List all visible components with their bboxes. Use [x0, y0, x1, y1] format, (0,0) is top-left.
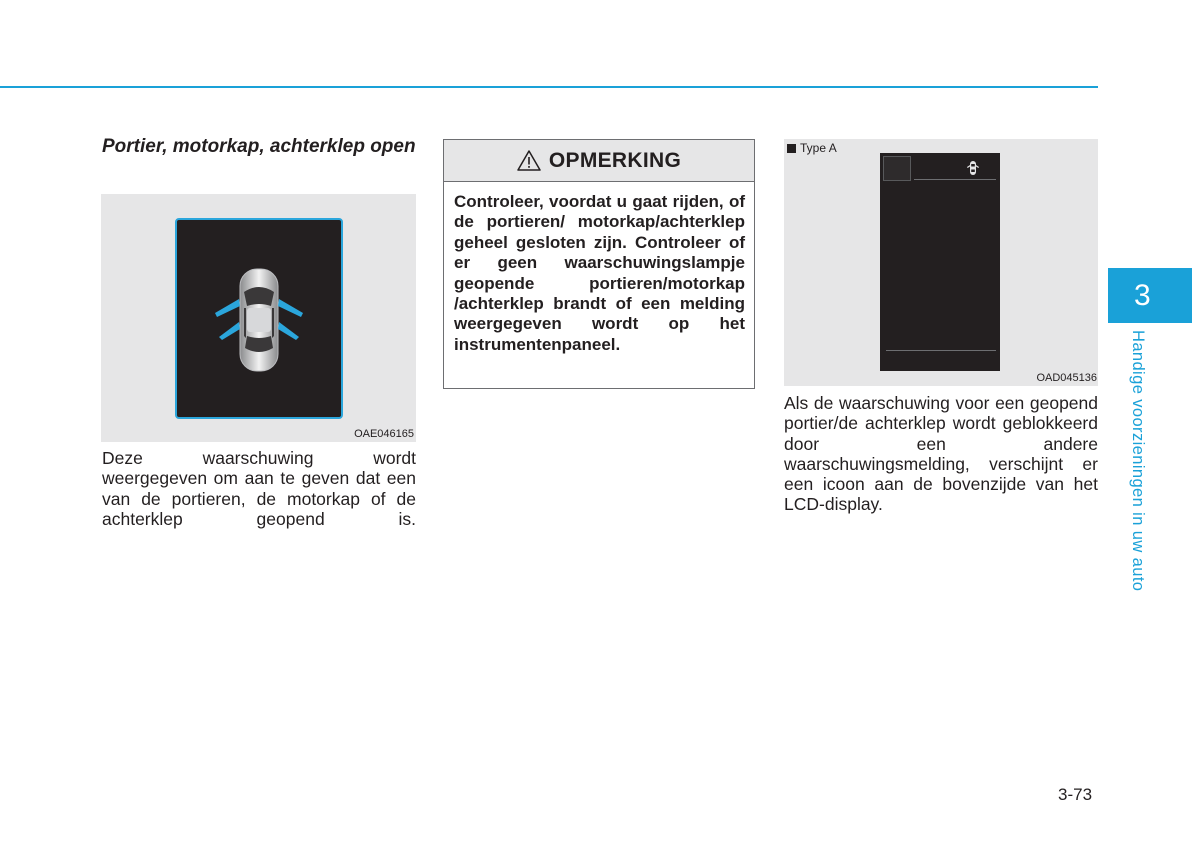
lcd-divider-top [914, 179, 996, 180]
lcd-warning-slot [883, 156, 911, 181]
chapter-number: 3 [1134, 278, 1151, 312]
section-body-text: Deze waarschuwing wordt weergegeven om aan te geven dat een van de portieren, de motorkap of de achterklep geopend is. [102, 448, 416, 529]
figure-code: OAE046165 [354, 428, 414, 440]
type-label-text: Type A [800, 141, 837, 155]
notice-title: OPMERKING [548, 148, 682, 172]
lcd-divider-bottom [886, 350, 996, 351]
figure2-body-text: Als de waarschuwing voor een geopend portier/de achterklep wordt geblokkeerd door een andere waarschuwingsmelding, verschijnt er een icoon aan de bovenzijde van het LCD-display. [784, 393, 1098, 515]
lcd-display [880, 153, 1000, 371]
warning-triangle-icon [517, 150, 541, 171]
car-doors-open-icon [177, 220, 341, 417]
page-number: 3-73 [1058, 785, 1093, 804]
chapter-title: Handige voorzieningen in uw auto [1129, 330, 1147, 592]
section-heading: Portier, motorkap, achterklep open [102, 136, 416, 157]
cluster-display [175, 218, 343, 419]
notice-header [444, 140, 754, 182]
notice-box [443, 139, 755, 389]
car-door-open-icon [966, 160, 980, 176]
figure-code: OAD045136 [1036, 372, 1097, 384]
notice-text: Controleer, voordat u gaat rijden, of de portieren/ motorkap/achterklep geheel gesloten zijn. Controleer of er geen waarschuwingslampje geopende portieren/motorkap /achterklep brandt of een melding weergegeven wordt op het instrumentenpaneel. [454, 192, 745, 354]
door-open-figure [101, 194, 416, 442]
chapter-tab [1108, 268, 1192, 323]
square-bullet-icon [787, 144, 796, 153]
top-rule [0, 86, 1098, 88]
lcd-figure [784, 139, 1098, 386]
type-label [787, 141, 837, 155]
